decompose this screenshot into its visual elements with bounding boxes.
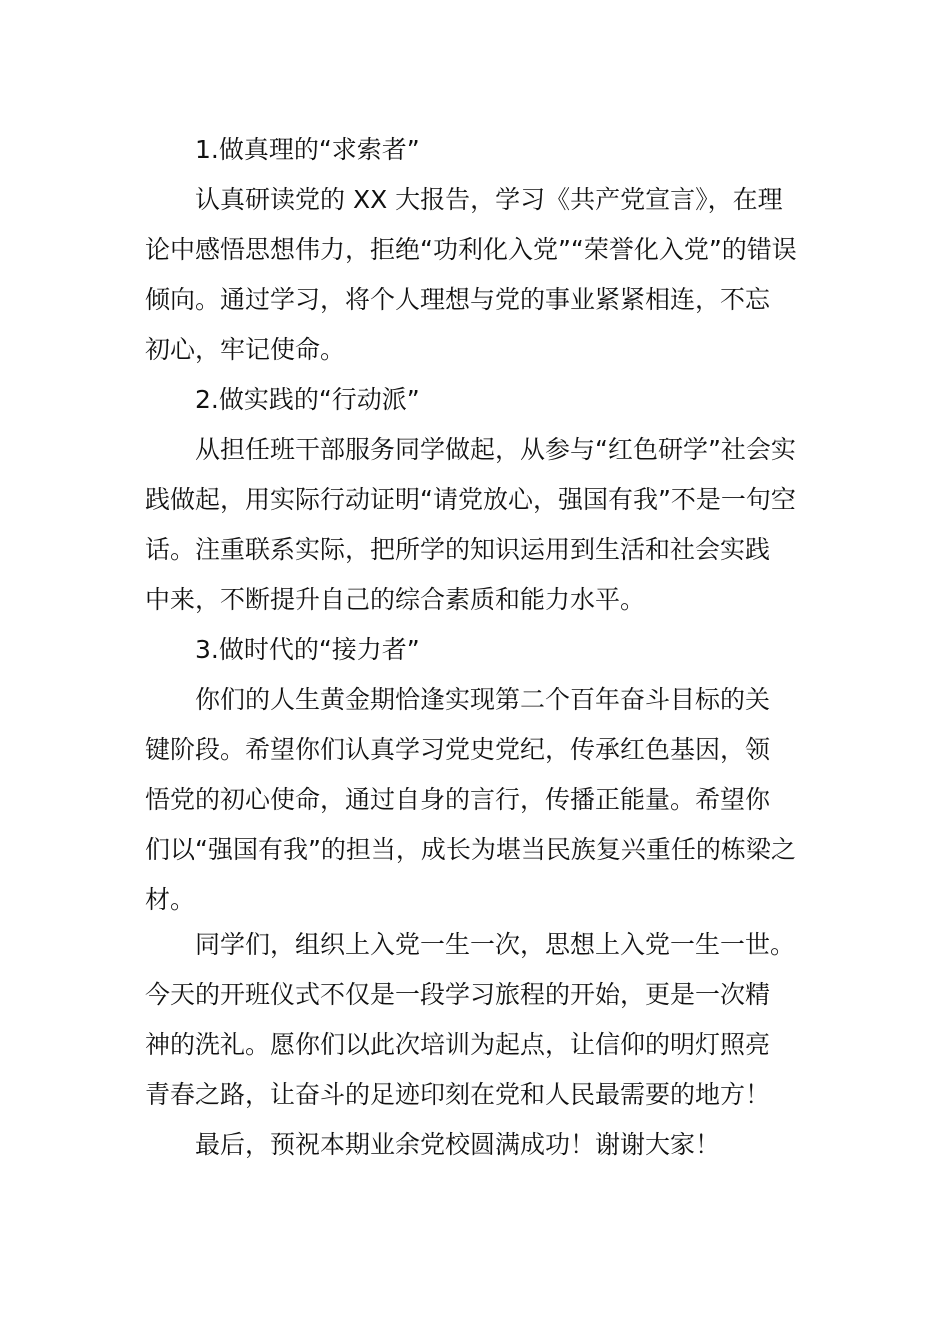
paragraph-line: 悟党的初心使命，通过自身的言行，传播正能量。希望你 — [145, 785, 771, 814]
paragraph-line: 今天的开班仪式不仅是一段学习旅程的开始，更是一次精 — [145, 980, 771, 1009]
paragraph-line: 中来，不断提升自己的综合素质和能力水平。 — [145, 585, 646, 614]
paragraph-line: 践做起，用实际行动证明“请党放心，强国有我”不是一句空 — [145, 485, 796, 514]
paragraph-line: 论中感悟思想伟力，拒绝“功利化入党”“荣誉化入党”的错误 — [145, 235, 797, 264]
section-heading-1: 1.做真理的“求索者” — [195, 135, 420, 164]
paragraph-line: 话。注重联系实际，把所学的知识运用到生活和社会实践 — [145, 535, 771, 564]
paragraph-line: 同学们，组织上入党一生一次，思想上入党一生一世。 — [195, 930, 796, 959]
paragraph-line: 材。 — [145, 885, 196, 914]
paragraph-line: 倾向。通过学习，将个人理想与党的事业紧紧相连，不忘 — [145, 285, 771, 314]
paragraph-line: 键阶段。希望你们认真学习党史党纪，传承红色基因，领 — [145, 735, 771, 764]
closing-line: 最后，预祝本期业余党校圆满成功！谢谢大家！ — [195, 1130, 721, 1159]
paragraph-line: 神的洗礼。愿你们以此次培训为起点，让信仰的明灯照亮 — [145, 1030, 771, 1059]
paragraph-line: 认真研读党的 XX 大报告，学习《共产党宣言》，在理 — [195, 185, 783, 214]
paragraph-line: 从担任班干部服务同学做起，从参与“红色研学”社会实 — [195, 435, 796, 464]
paragraph-line: 青春之路，让奋斗的足迹印刻在党和人民最需要的地方！ — [145, 1080, 771, 1109]
paragraph-line: 你们的人生黄金期恰逢实现第二个百年奋斗目标的关 — [195, 685, 771, 714]
section-heading-2: 2.做实践的“行动派” — [195, 385, 420, 414]
paragraph-line: 初心，牢记使命。 — [145, 335, 346, 364]
paragraph-line: 们以“强国有我”的担当，成长为堪当民族复兴重任的栋梁之 — [145, 835, 796, 864]
section-heading-3: 3.做时代的“接力者” — [195, 635, 420, 664]
